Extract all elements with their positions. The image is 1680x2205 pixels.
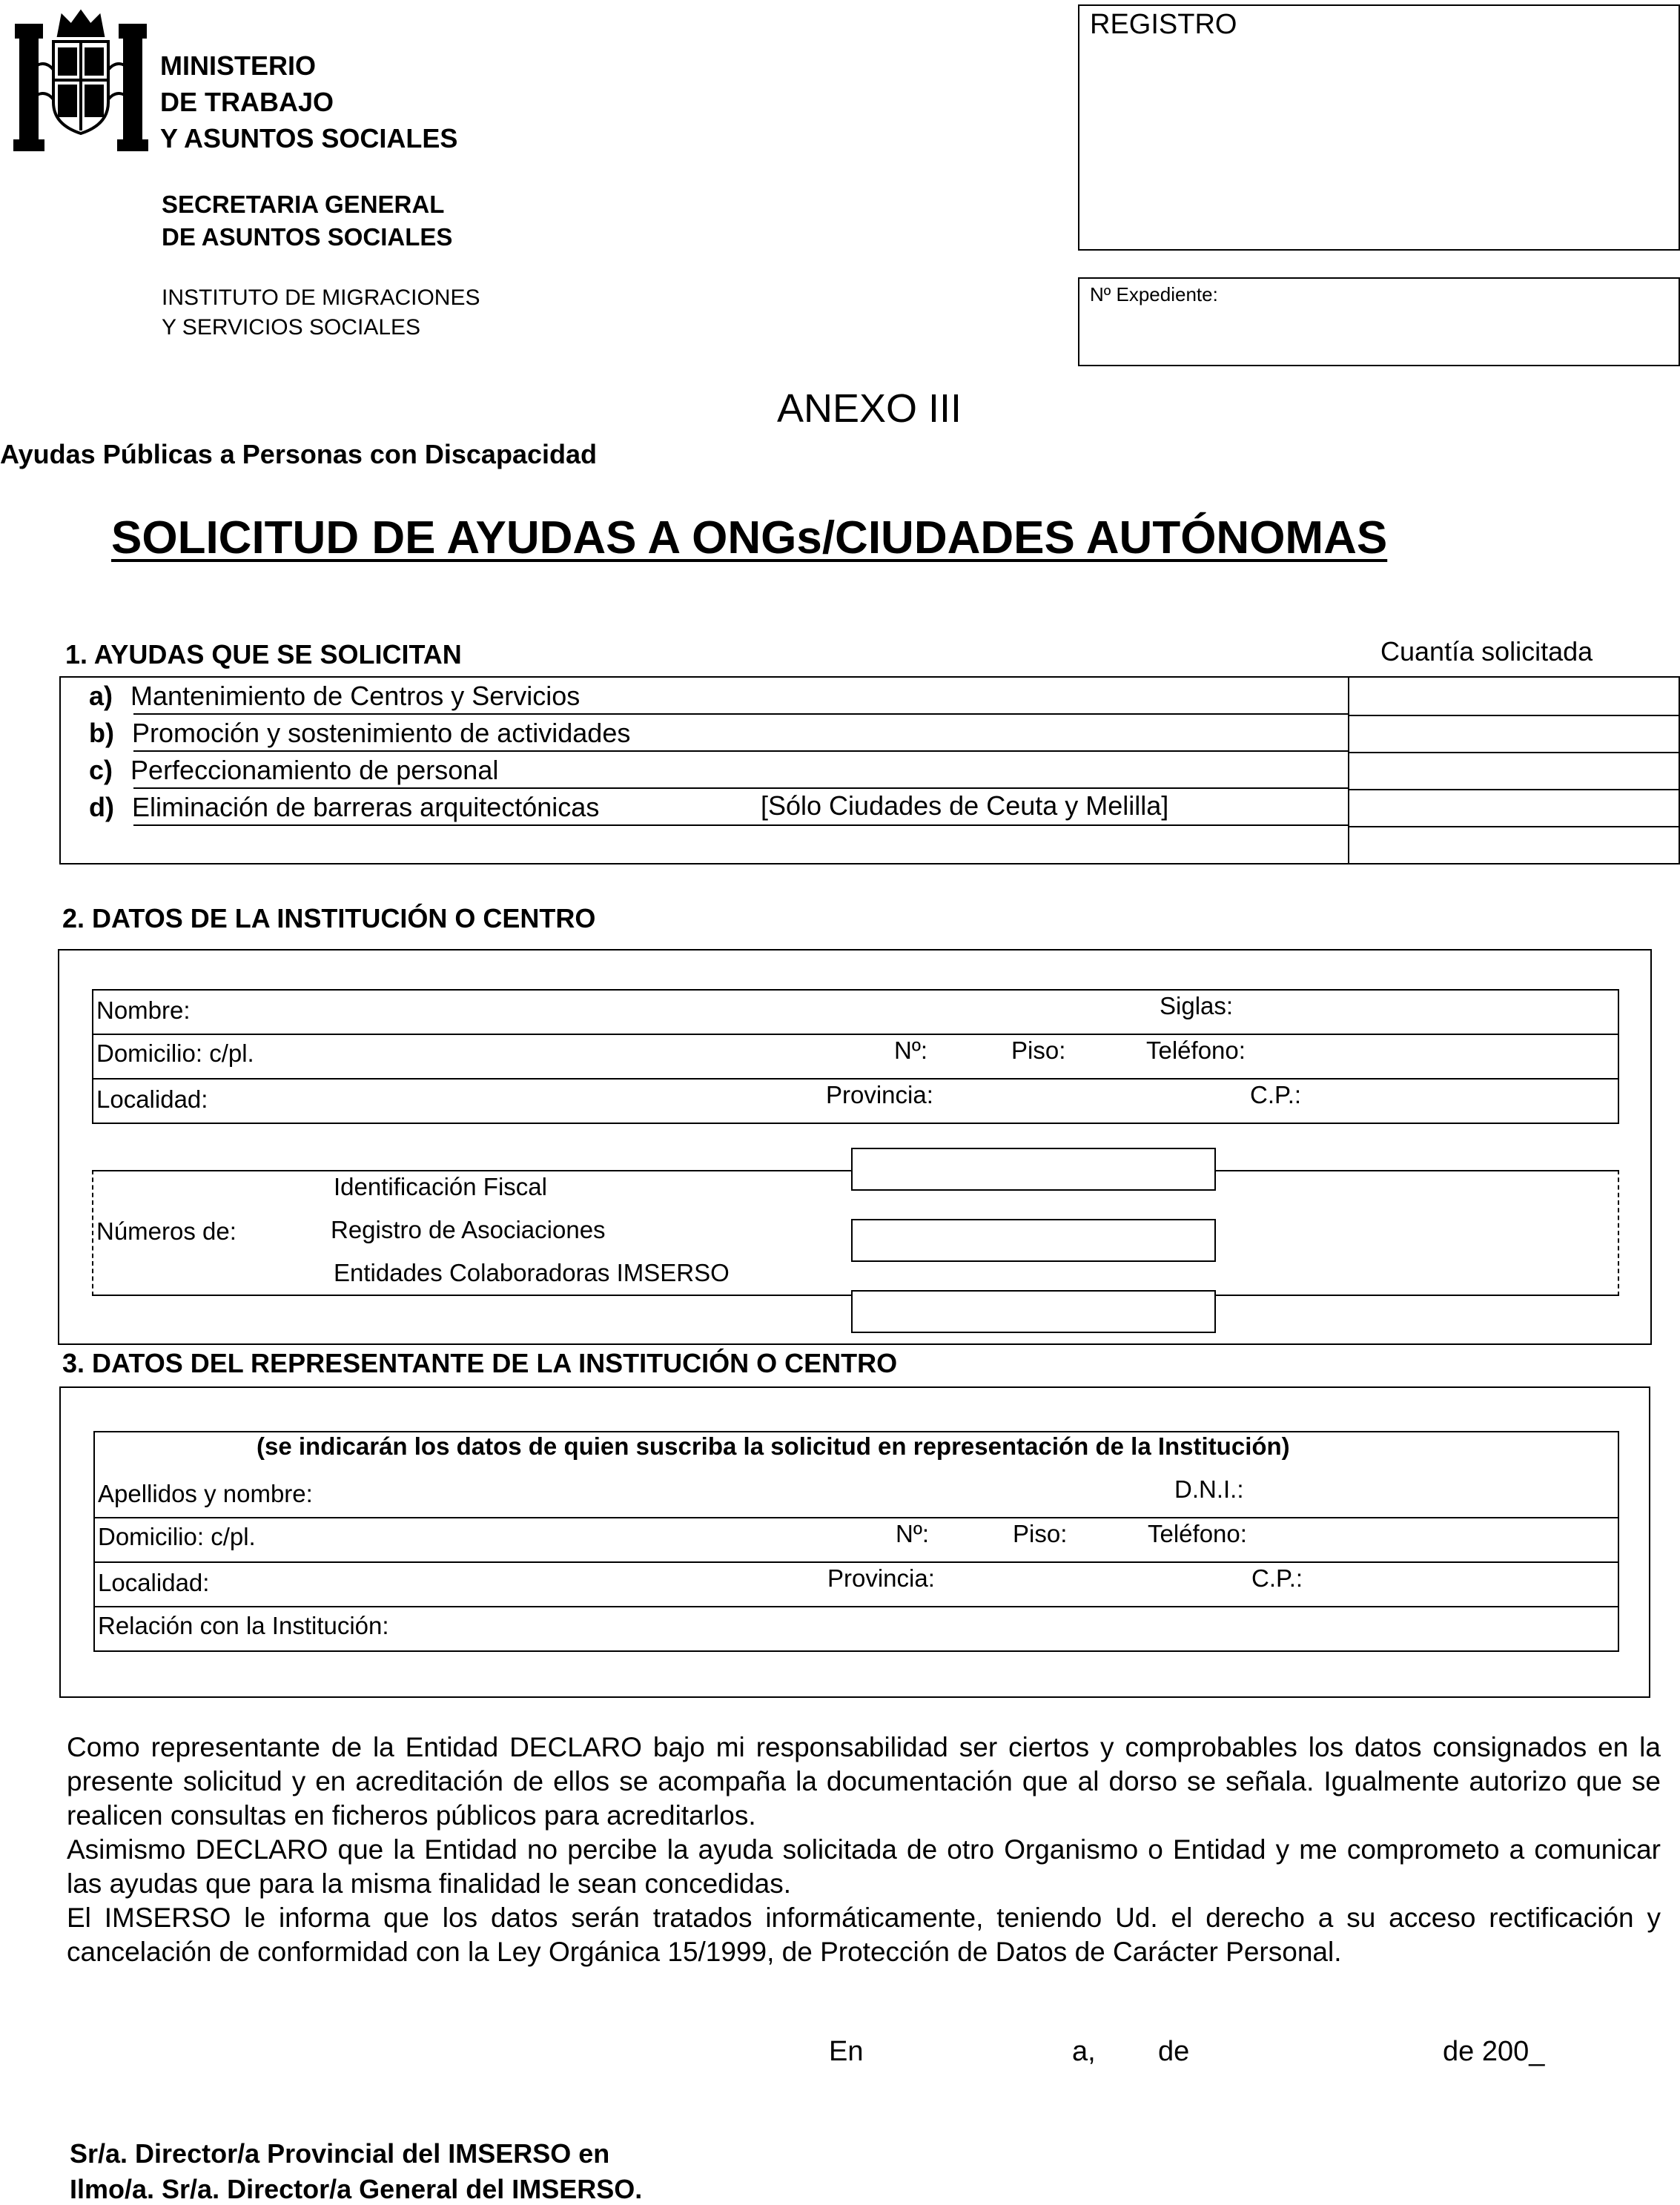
secretaria-line-1: SECRETARIA GENERAL [162,191,445,218]
month-label: de [1158,2036,1190,2067]
representative-province-field[interactable]: Provincia: [827,1564,935,1592]
place-label: En [829,2036,864,2067]
section1-heading: 1. AYUDAS QUE SE SOLICITAN [65,639,462,670]
institution-phone-field[interactable]: Teléfono: [1146,1037,1246,1064]
institution-name-field[interactable]: Nombre: [96,996,191,1024]
aid-item-c[interactable] [89,755,498,786]
day-label: a, [1072,2036,1096,2067]
row-divider [93,1561,1619,1563]
ministry-line-2: DE TRABAJO [160,87,334,117]
item-underline [133,713,1348,715]
amount-header: Cuantía solicitada [1380,636,1593,667]
numbers-label: Números de: [96,1217,237,1245]
aid-item-letter: a) [89,681,113,711]
aid-item-label: Perfeccionamiento de personal [130,755,499,785]
representative-number-field[interactable]: Nº: [896,1520,930,1547]
declaration-paragraph-1: Como representante de la Entidad DECLARO bajo mi responsabilidad ser ciertos y comprobables los datos consignados en la presente solicitud y en acreditación de ellos se acompaña la documentación que al dorso se señala. Igualmente autorizo que se realicen consultas en ficheros públicos para acreditarlos. [67,1732,1661,1831]
item-underline [133,824,1348,826]
aid-item-letter: d) [89,792,114,822]
amount-divider [1348,715,1680,716]
association-registry-input[interactable] [851,1219,1216,1262]
representative-note: (se indicarán los datos de quien suscriba la solicitud en representación de la Institución) [257,1432,1290,1460]
aid-item-d[interactable] [89,792,599,823]
section2-heading: 2. DATOS DE LA INSTITUCIÓN O CENTRO [62,903,596,933]
page-title: SOLICITUD DE AYUDAS A ONGs/CIUDADES AUTÓNOMAS [111,512,1388,563]
instituto-line-2: Y SERVICIOS SOCIALES [162,315,421,340]
ministry-line-1: MINISTERIO [160,50,317,81]
aid-item-b[interactable] [89,718,630,749]
registro-label: REGISTRO [1090,9,1237,40]
tax-id-input[interactable] [851,1148,1216,1191]
representative-address-field[interactable]: Domicilio: c/pl. [98,1523,256,1550]
year-label: de 200_ [1443,2036,1545,2067]
row-divider [93,1606,1619,1607]
item-underline [133,787,1348,789]
representative-dni-field[interactable]: D.N.I.: [1174,1475,1244,1503]
institution-number-field[interactable]: Nº: [894,1037,928,1064]
subtitle: Ayudas Públicas a Personas con Discapacidad [0,439,597,469]
row-divider [93,1517,1619,1518]
section3-heading: 3. DATOS DEL REPRESENTANTE DE LA INSTITUCIÓN O CENTRO [62,1348,898,1378]
representative-name-field[interactable]: Apellidos y nombre: [98,1480,313,1507]
instituto-name [162,283,480,343]
representative-postal-code-field[interactable]: C.P.: [1251,1564,1303,1592]
tax-id-label: Identificación Fiscal [334,1173,547,1200]
institution-locality-field[interactable]: Localidad: [96,1085,208,1113]
row-divider [92,1034,1619,1035]
representative-floor-field[interactable]: Piso: [1013,1520,1068,1547]
expediente-label: Nº Expediente: [1090,283,1218,305]
aid-item-letter: c) [89,755,113,785]
amount-divider [1348,789,1680,790]
institution-floor-field[interactable]: Piso: [1011,1037,1066,1064]
secretaria-name [162,188,452,254]
declaration-paragraph-2: Asimismo DECLARO que la Entidad no percibe la ayuda solicitada de otro Organismo o Entidad y me comprometo a comunicar las ayudas que para la misma finalidad le sean concedidas. [67,1834,1661,1899]
registro-box[interactable] [1078,4,1680,251]
amount-column-divider [1348,676,1349,865]
representative-relation-field[interactable]: Relación con la Institución: [98,1612,389,1639]
addressee-provincial: Sr/a. Director/a Provincial del IMSERSO en [70,2138,610,2169]
association-registry-label: Registro de Asociaciones [331,1216,606,1243]
institution-acronym-field[interactable]: Siglas: [1160,992,1234,1019]
row-divider [92,1078,1619,1080]
expediente-box[interactable] [1078,277,1680,366]
instituto-line-1: INSTITUTO DE MIGRACIONES [162,285,480,310]
aid-item-letter: b) [89,718,114,748]
representative-locality-field[interactable]: Localidad: [98,1569,210,1596]
aid-item-label: Eliminación de barreras arquitectónicas [132,792,600,822]
aid-item-a[interactable] [89,681,580,712]
institution-postal-code-field[interactable]: C.P.: [1250,1081,1302,1108]
ministry-name [160,47,457,156]
institution-province-field[interactable]: Provincia: [826,1081,933,1108]
aid-item-label: Promoción y sostenimiento de actividades [132,718,631,748]
secretaria-line-2: DE ASUNTOS SOCIALES [162,223,453,251]
addressee-general: Ilmo/a. Sr/a. Director/a General del IMSERSO. [70,2174,643,2204]
declaration-paragraph-3: El IMSERSO le informa que los datos serán tratados informáticamente, teniendo Ud. el derecho a su acceso rectificación y cancelación de conformidad con la Ley Orgánica 15/1999, de Protección de Datos de Carácter Personal. [67,1902,1661,1967]
amount-divider [1348,826,1680,827]
aid-item-label: Mantenimiento de Centros y Servicios [130,681,581,711]
representative-phone-field[interactable]: Teléfono: [1148,1520,1247,1547]
item-underline [133,750,1348,752]
collaborating-entities-input[interactable] [851,1290,1216,1333]
ministry-line-3: Y ASUNTOS SOCIALES [160,123,458,153]
coat-of-arms-icon [10,6,151,151]
collaborating-entities-label: Entidades Colaboradoras IMSERSO [334,1259,730,1286]
institution-address-field[interactable]: Domicilio: c/pl. [96,1039,254,1067]
aid-item-d-note: [Sólo Ciudades de Ceuta y Melilla] [761,790,1169,821]
amount-divider [1348,752,1680,753]
annex-label: ANEXO III [777,386,962,431]
